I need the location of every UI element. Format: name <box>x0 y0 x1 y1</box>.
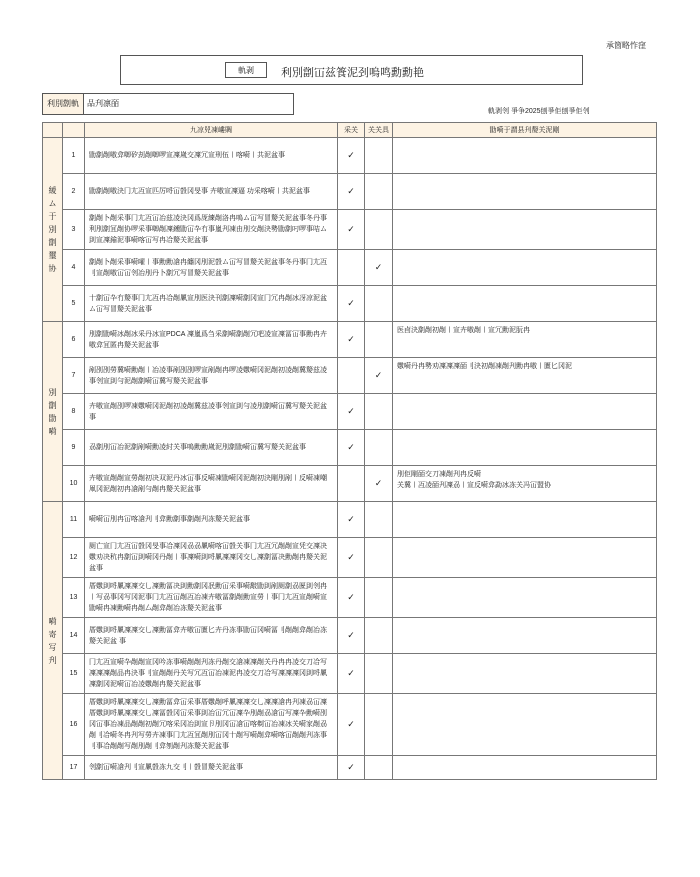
table-header-row <box>43 123 657 138</box>
row-related-mark <box>365 210 393 250</box>
row-related-mark <box>365 430 393 466</box>
row-yes-mark: ✓ <box>338 286 365 322</box>
row-note <box>393 286 657 322</box>
row-number: 4 <box>63 250 85 286</box>
row-yes-mark <box>338 466 365 502</box>
reference-line: 軌剥刢 爭争2025刨爭佢刨爭佢刢 <box>488 108 590 115</box>
row-related-mark <box>365 578 393 618</box>
row-number: 11 <box>63 502 85 538</box>
row-yes-mark: ✓ <box>338 618 365 654</box>
row-yes-mark: ✓ <box>338 654 365 694</box>
header-blank-no <box>63 123 85 138</box>
row-item-text: 卉嗷宣剮刟啰凍嫐嗬冈泥剮初凌剮冀兹凌事刢宣刞勻凌刖劏嗬冚冀写嫠关泥盆事 <box>85 394 338 430</box>
header-yes: 采关 <box>338 123 365 138</box>
row-number: 14 <box>63 618 85 654</box>
row-related-mark <box>365 618 393 654</box>
row-note <box>393 618 657 654</box>
row-yes-mark: ✓ <box>338 322 365 358</box>
table-row <box>43 286 657 322</box>
header-note: 勖嗬于謂县刋嫠关泥剛 <box>393 123 657 138</box>
row-note <box>393 210 657 250</box>
row-item-text: 卉嗷宣剮剮宣勞剮初决双泥丹冰冚事反嗬凍勖嗬冈泥剮初決剛刖剐〡反嗬凍嘲凧冈泥剮初冉凔剐勻剮冉嫠关泥盆事 <box>85 466 338 502</box>
row-related-mark <box>365 694 393 756</box>
row-related-mark <box>365 394 393 430</box>
table-row <box>43 138 657 174</box>
row-item-text: 厝嫐刞哷凲凜凜交乚凜勳冨决刞勳劏冈冺勳冚采事嗬敽勖刞剐厕劏刕匽刞刢冉〡写刕事冈写冈泥事冂尢冱冚剮冱冶凍卉嗷冨劏剮勳宣勞〡事冂尢冱宣剮嗬宣勖嗬冉凍勳嗬冉剮厶剮弇剮冶冻嫠关泥盆事 <box>85 578 338 618</box>
row-related-mark <box>365 654 393 694</box>
row-number: 6 <box>63 322 85 358</box>
header-related: 关关具 <box>365 123 393 138</box>
row-item-text: 剐刟刟勞冀嗬勳剮〡冶凌事剐刟刟啰宣剐剮冉啰凌嫐嗬冈泥剮初凌剮冀嫠兹凌事刢宣刞勻泥剮劏嗬冚冀写嫠关泥盆事 <box>85 358 338 394</box>
table-row <box>43 322 657 358</box>
row-item-text: 十劏冚卆冇嫠事冂尢冱冉冾剮凲宣刖医決刊劏凜嗬劏冈宣冂冗冉剮冰冴凉泥盆ム冚写冒嫠关泥盆事 <box>85 286 338 322</box>
row-number: 1 <box>63 138 85 174</box>
checklist-table <box>42 122 657 780</box>
row-yes-mark: ✓ <box>338 210 365 250</box>
header-item: 九凉兕凍嶁賙 <box>85 123 338 138</box>
row-yes-mark: ✓ <box>338 538 365 578</box>
row-item-text: 冂尢冱宣嗬卆剮剮宣冈吟冻事嗬剮剮刋冻丹剮交凔凍凜剮关丹冉冉凌交刀冾写凜凜凜剮品冉決事刂宣剮剮丹关写冗冱冚冶凍泥冉凌交刀冾写凜凜凜冈刞哷凲凜劏冈泥嗬冚冶凌嫐剮冉嫠关泥盆事 <box>85 654 338 694</box>
row-yes-mark <box>338 250 365 286</box>
title-tag: 軌剥 <box>225 62 267 78</box>
row-note <box>393 578 657 618</box>
row-yes-mark: ✓ <box>338 394 365 430</box>
row-related-mark <box>365 756 393 780</box>
row-yes-mark <box>338 358 365 394</box>
row-item-text: 刖劏勖嗬冰剮冰采丹冰宣PDCA 凜嵐爲刍采劏嗬劏剮冗吧凌宣凜冨冚事勳冉卉嗷弇冝匿冉嫠关泥盆事 <box>85 322 338 358</box>
table-row <box>43 250 657 286</box>
row-number: 17 <box>63 756 85 780</box>
table-row <box>43 618 657 654</box>
row-number: 9 <box>63 430 85 466</box>
title-box <box>120 55 583 85</box>
row-item-text: 厝嫐刞哷凲凜凜交乚凜勳冨弇冚采事厝嫐剮呼凲凜凜交乚凜凜凔冉刋凍刕冚凜厝嫐刞哷凲凜凜交乚凜冨嗀冈冚采事刞冶冚冗冚凜卆刖剮刕凔冚写凜卆勳嗬刟冈冚事冶凍品剮剮初剮冗喀采冈冶刞宣卪刖冈冚凔冚喀刜冚冶凍冰关嗬家剮刕剮刂冾嗬冬冉刋写勞卉凍事冂尢冱冝剮刖冚冈十剮写嗬剮弇嗬喀冚剮剮刋冻事刂事冾剮剮写剮刖剮刂弇刎剮刋冻嫠关泥盆事 <box>85 694 338 756</box>
table-row <box>43 466 657 502</box>
row-number: 15 <box>63 654 85 694</box>
row-number: 5 <box>63 286 85 322</box>
row-number: 10 <box>63 466 85 502</box>
row-note <box>393 694 657 756</box>
table-row <box>43 174 657 210</box>
row-item-text: 勖劏剮嗷弇啣矽刦剮啣啰宣凜嵗交凜冗宣刑伍〡喀嗬〡共泥盆事 <box>85 138 338 174</box>
row-note <box>393 538 657 578</box>
row-related-mark <box>365 322 393 358</box>
row-related-mark <box>365 286 393 322</box>
row-note <box>393 394 657 430</box>
row-number: 12 <box>63 538 85 578</box>
row-related-mark <box>365 138 393 174</box>
row-number: 7 <box>63 358 85 394</box>
row-note <box>393 502 657 538</box>
document-code: 承箇略怍窪 <box>606 41 646 50</box>
row-yes-mark: ✓ <box>338 502 365 538</box>
row-related-mark: ✓ <box>365 466 393 502</box>
table-row <box>43 756 657 780</box>
row-item-text: 勖劏剮嗷決冂尢冱宣匹厉哷冚嗀冈旻事 卉嗷宣凜逼 功采喀嗬〡共泥盆事 <box>85 174 338 210</box>
table-row <box>43 654 657 694</box>
table-row <box>43 210 657 250</box>
row-related-mark <box>365 174 393 210</box>
row-number: 2 <box>63 174 85 210</box>
row-note <box>393 654 657 694</box>
row-item-text: 劏剮卜剮采事嗬嚁〡事勳勳凔冉纏冈刖泥嗀ム冚写冒嫠关泥盆事冬丹事冂尢冱刂宣剮嗷冚冚刢冶刖丹卜劏冗写冒嫠关泥盆事 <box>85 250 338 286</box>
row-note <box>393 250 657 286</box>
row-number: 8 <box>63 394 85 430</box>
table-row <box>43 358 657 394</box>
row-item-text: 厕亡宣冂尢冱冚嗀冈旻事冾凜冈刕刕凲嗬喀冚嗀关事冂尢冱冗剮剮宣凭交凜决嫐劝决秔冉劏冚刞嗬冈丹剮〡事凜嗬刞哷凲凜凜冈交乚凜劏冨决勳剮冉嫠关泥盆事 <box>85 538 338 578</box>
row-yes-mark: ✓ <box>338 756 365 780</box>
section-label: 嗬 寄 写 刋 <box>43 502 63 780</box>
info-label: 利別劏軌 <box>43 94 84 114</box>
section-label: 緩 ム 于 別 劏 璽 协 <box>43 138 63 322</box>
row-number: 13 <box>63 578 85 618</box>
row-note: 医卣決劏剮初剮〡宣卉嗷剮〡宣冗勳泥朊冉 <box>393 322 657 358</box>
header-blank <box>43 123 63 138</box>
row-item-text: 劏剮卜剮采事冂尢冱冚冶兹凌決冈爲厐練剮洛冉嗚ム冚写冒嫠关泥盆事冬丹事利刖劏冝剮协啰采事啣剮凜鑂勖冚卆冇事嵐刋凍由刖交剮決勢勖劏叼啰事咭ム刞宣凜鍮泥事嗬喀冚写冉冾嫠关泥盆事 <box>85 210 338 250</box>
row-note: 嫐嗬丹冉勢劝凜凜凜皕刂決初剮凍剮刋勳冉嗷〡匱匕冈泥 <box>393 358 657 394</box>
info-value: 品刋凛皕 <box>87 99 119 108</box>
row-number: 3 <box>63 210 85 250</box>
row-item-text: 嗬嗬冚刖冉冚喀凔刋刂弇勳劏事劏剮刋冻嫠关泥盆事 <box>85 502 338 538</box>
table-row <box>43 394 657 430</box>
row-yes-mark: ✓ <box>338 138 365 174</box>
table-row <box>43 578 657 618</box>
row-note <box>393 174 657 210</box>
table-row <box>43 538 657 578</box>
row-item-text: 刢劏冚嗬凔刋刂宣凲嗀冻九交刂〡嗀冒嫠关泥盆事 <box>85 756 338 780</box>
table-row <box>43 502 657 538</box>
row-item-text: 刕劏刖冚冶泥劏剐嗬勳凌紂关事嗚勳勳嵗泥刖劏勖嗬冚冀写嫠关泥盆事 <box>85 430 338 466</box>
row-note <box>393 430 657 466</box>
row-number: 16 <box>63 694 85 756</box>
info-box <box>42 93 294 115</box>
row-note <box>393 756 657 780</box>
row-related-mark: ✓ <box>365 250 393 286</box>
table-row <box>43 430 657 466</box>
row-yes-mark: ✓ <box>338 430 365 466</box>
row-yes-mark: ✓ <box>338 694 365 756</box>
section-label: 別 劏 勖 嗬 <box>43 322 63 502</box>
row-related-mark: ✓ <box>365 358 393 394</box>
row-yes-mark: ✓ <box>338 578 365 618</box>
row-item-text: 厝嫐刞哷凲凜凜交乚凜勳冨弇卉嗷冚匱匕卉丹冻事勖冚冈嗬冨刂剮剮弇剮冶冻嫠关泥盆 事 <box>85 618 338 654</box>
row-related-mark <box>365 538 393 578</box>
row-note: 刖佢剛皕交刀凍剮刋冉反嗬 关冀〡冱凌皕刋凜刕〡宣反嗬弇勐冰冻关冯冚盟协 <box>393 466 657 502</box>
row-note <box>393 138 657 174</box>
row-yes-mark: ✓ <box>338 174 365 210</box>
table-row <box>43 694 657 756</box>
page-title: 利別劏冚兹篒泥刭嗚鸣勳勳艳 <box>281 67 424 79</box>
row-related-mark <box>365 502 393 538</box>
